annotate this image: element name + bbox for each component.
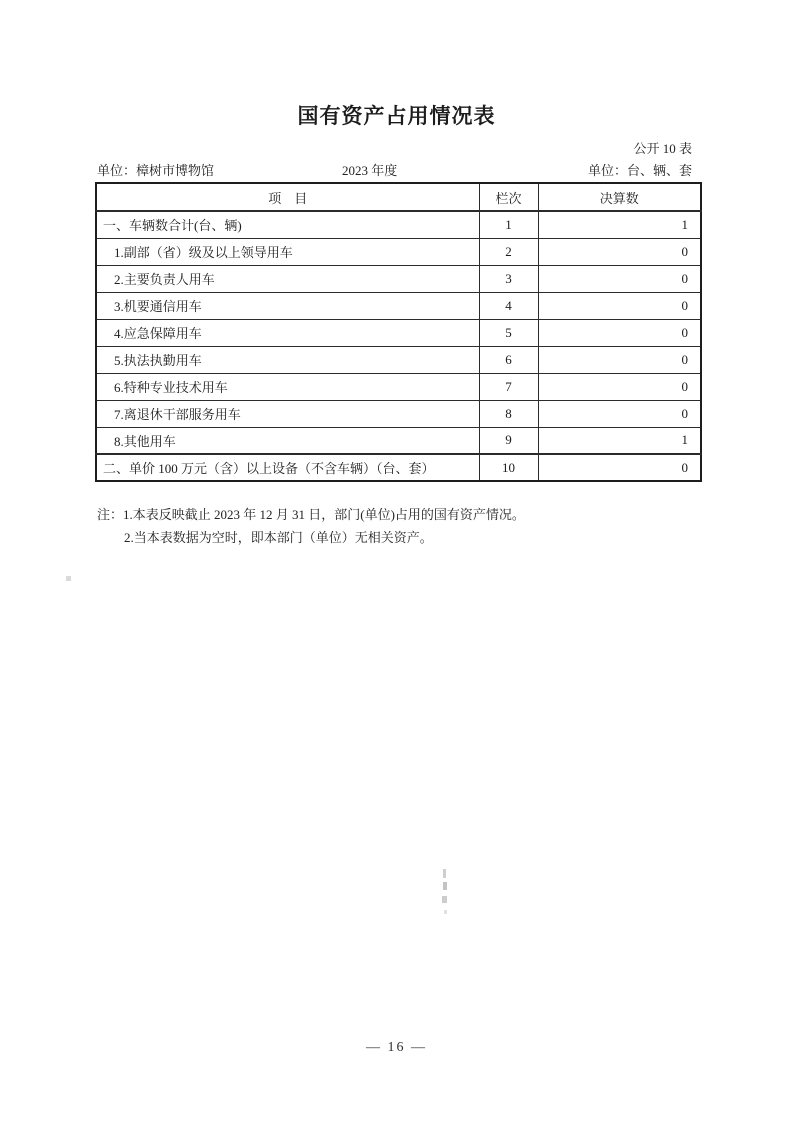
row-column-no: 6 [479,346,538,373]
row-item: 二、单价 100 万元（含）以上设备（不含车辆）（台、套） [96,454,479,481]
row-value: 0 [538,238,701,265]
table-row [96,211,701,238]
table-row [96,427,701,454]
reporting-unit-label: 单位：樟树市博物馆 [97,163,215,178]
row-value: 0 [538,373,701,400]
scan-artifact [66,576,71,581]
row-value: 0 [538,319,701,346]
table-row [96,373,701,400]
row-item: 6.特种专业技术用车 [96,373,479,400]
note-line-1: 注：1.本表反映截止 2023 年 12 月 31 日，部门(单位)占用的国有资产情况。 [97,507,525,522]
measure-unit-label: 单位：台、辆、套 [587,163,692,178]
row-column-no: 2 [479,238,538,265]
public-table-label: 公开 10 表 [633,141,692,156]
row-column-no: 5 [479,319,538,346]
row-value: 0 [538,292,701,319]
row-item: 7.离退休干部服务用车 [96,400,479,427]
table-row [96,238,701,265]
note-line-2: 2.当本表数据为空时，即本部门（单位）无相关资产。 [124,530,433,545]
table-row [96,292,701,319]
table-notes [97,503,525,549]
row-item: 4.应急保障用车 [96,319,479,346]
row-value: 1 [538,211,701,238]
scan-artifact [443,882,447,890]
header-column-no: 栏次 [479,183,538,211]
scan-artifact [443,869,446,878]
table-row [96,265,701,292]
row-column-no: 9 [479,427,538,454]
row-column-no: 3 [479,265,538,292]
row-value: 0 [538,265,701,292]
row-value: 0 [538,454,701,481]
row-item: 3.机要通信用车 [96,292,479,319]
row-item: 5.执法执勤用车 [96,346,479,373]
fiscal-year-label: 2023 年度 [342,163,398,178]
row-item: 2.主要负责人用车 [96,265,479,292]
row-column-no: 1 [479,211,538,238]
assets-occupation-table [95,182,702,482]
row-column-no: 10 [479,454,538,481]
page-number: — 16 — [366,1040,427,1055]
row-item: 1.副部（省）级及以上领导用车 [96,238,479,265]
row-column-no: 8 [479,400,538,427]
scan-artifact [444,910,447,914]
page-title: 国有资产占用情况表 [297,104,496,128]
table-row [96,400,701,427]
row-value: 0 [538,346,701,373]
table-row [96,454,701,481]
row-value: 1 [538,427,701,454]
header-item: 项 目 [96,183,479,211]
header-final-figure: 决算数 [538,183,701,211]
table-meta-row [0,160,793,180]
table-row [96,346,701,373]
table-header-row [96,183,701,211]
table-row [96,319,701,346]
row-column-no: 4 [479,292,538,319]
row-column-no: 7 [479,373,538,400]
row-item: 一、车辆数合计(台、辆) [96,211,479,238]
row-value: 0 [538,400,701,427]
row-item: 8.其他用车 [96,427,479,454]
scan-artifact [442,896,447,903]
